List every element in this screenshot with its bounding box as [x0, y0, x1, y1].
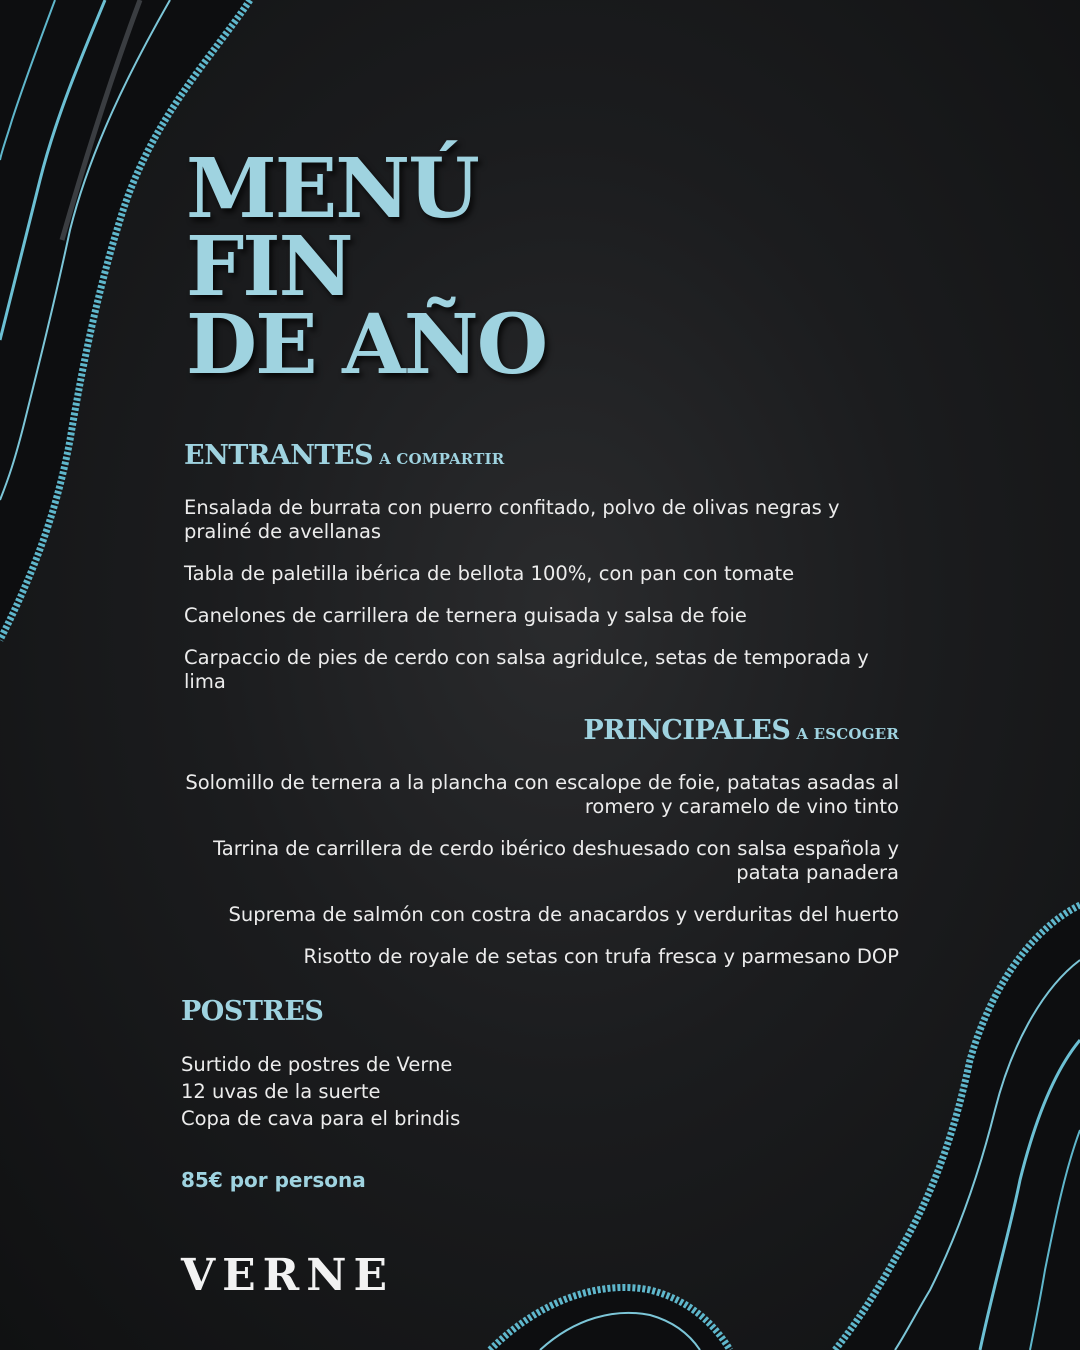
title-line-2: FIN — [186, 219, 352, 315]
postres-heading-main: POSTRES — [181, 996, 324, 1027]
title-line-3: DE AÑO — [186, 297, 547, 393]
principales-heading-sub: A ESCOGER — [796, 725, 899, 743]
list-item: 12 uvas de la suerte — [181, 1080, 381, 1103]
entrantes-heading-main: ENTRANTES — [184, 440, 374, 471]
list-item: Carpaccio de pies de cerdo con salsa agridulce, setas de temporada y lima — [184, 646, 869, 693]
list-item: Tabla de paletilla ibérica de bellota 100%, con pan con tomate — [184, 562, 795, 585]
postres-heading — [181, 996, 323, 1027]
list-item: Canelones de carrillera de ternera guisada y salsa de foie — [184, 604, 747, 627]
list-item: Ensalada de burrata con puerro confitado, polvo de olivas negras y praliné de avellanas — [184, 496, 840, 543]
list-item: Surtido de postres de Verne — [181, 1053, 453, 1076]
list-item: Tarrina de carrillera de cerdo ibérico deshuesado con salsa española y patata panadera — [213, 837, 899, 884]
list-item: Risotto de royale de setas con trufa fresca y parmesano DOP — [303, 945, 899, 968]
list-item: Suprema de salmón con costra de anacardos y verduritas del huerto — [228, 903, 899, 926]
list-item: Copa de cava para el brindis — [181, 1107, 461, 1130]
title-line-1: MENÚ — [186, 141, 478, 237]
entrantes-heading-sub: A COMPARTIR — [379, 450, 505, 468]
principales-heading-main: PRINCIPALES — [583, 715, 791, 746]
menu-title — [186, 141, 547, 393]
entrantes-list — [184, 496, 884, 712]
list-item: Solomillo de ternera a la plancha con escalope de foie, patatas asadas al romero y caramelo de vino tinto — [185, 771, 899, 818]
principales-list — [169, 771, 899, 987]
brand-logo: VERNE — [181, 1250, 394, 1301]
postres-list — [181, 1051, 460, 1132]
entrantes-heading — [184, 440, 504, 471]
principales-heading — [583, 715, 899, 746]
price-label: 85€ por persona — [181, 1168, 366, 1192]
